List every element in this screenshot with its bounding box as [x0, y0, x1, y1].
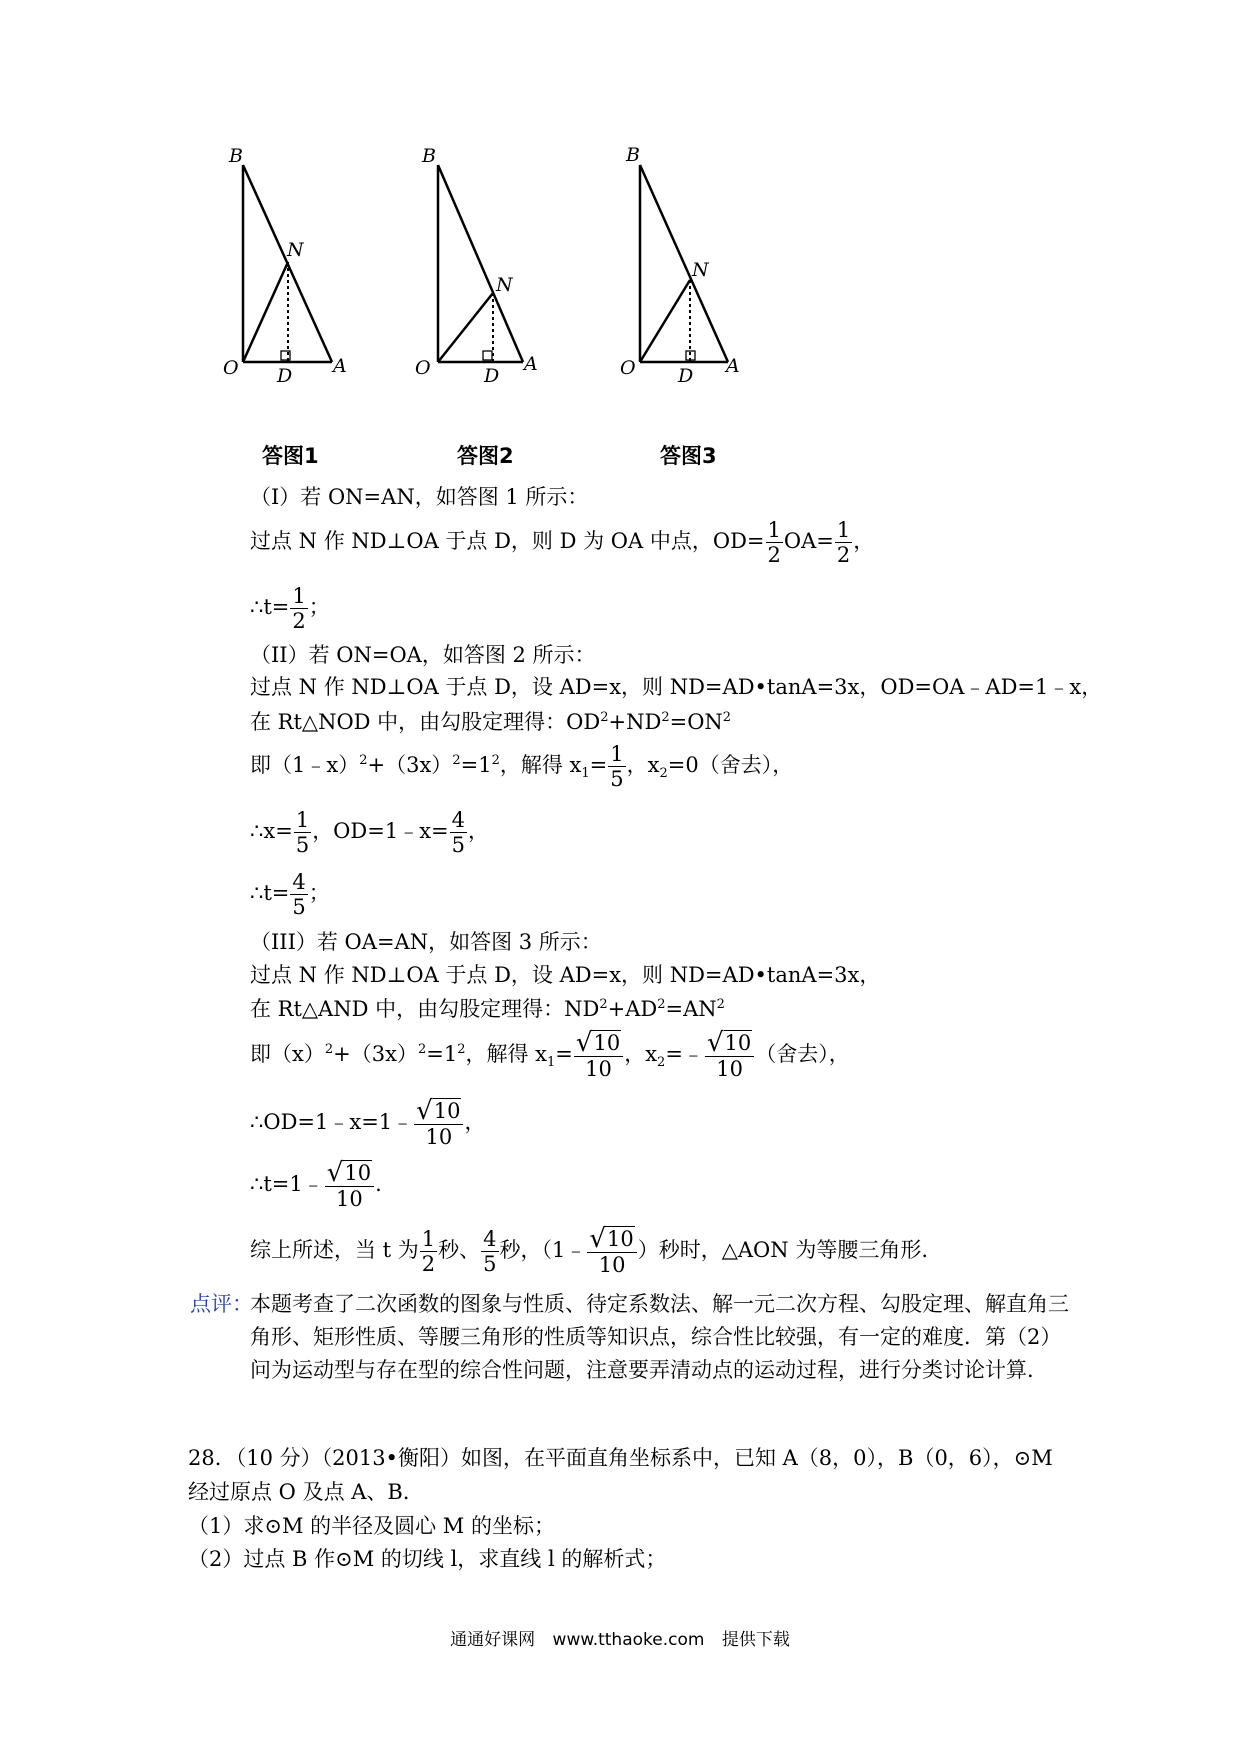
- case2-line1: 过点 N 作 ND⊥OA 于点 D，设 AD=x，则 ND=AD•tanA=3x，OD=OA﹣AD=1﹣x，: [250, 675, 1103, 699]
- review-comment: [190, 1288, 1069, 1382]
- label-A: A: [524, 353, 538, 375]
- fraction-one-fifth: $\frac{1}{5}$: [610, 742, 624, 791]
- case2-result: ∴t= $\frac{4}{5}$ ；: [250, 870, 330, 919]
- footer-note: 提供下载: [721, 1630, 790, 1650]
- label-N: N: [496, 274, 513, 296]
- footer-url[interactable]: www.tthaoke.com: [552, 1630, 705, 1650]
- case3-line4: ∴OD=1﹣x=1﹣ √ 10 10 ，: [250, 1096, 486, 1149]
- problem-28-question1: （1）求⊙M 的半径及圆心 M 的坐标；: [188, 1514, 555, 1538]
- label-A: A: [726, 355, 740, 377]
- fraction-one-fifth: $\frac{1}{5}$: [295, 808, 310, 857]
- answer-figure-2: [410, 140, 610, 470]
- fraction-root10-over-10: √ 10 10: [574, 1030, 623, 1081]
- fraction-half: $\frac{1}{2}$: [767, 518, 781, 567]
- label-D: D: [484, 365, 500, 387]
- fraction-four-fifths: $\frac{4}{5}$: [483, 1227, 497, 1276]
- label-O: O: [223, 357, 239, 379]
- summary-line: 综上所述，当 t 为 $\frac{1}{2}$ 秒、 $\frac{4}{5}$ 秒，（1﹣ √ 10 10 ）秒时，△AON 为等腰三角形.: [250, 1224, 928, 1277]
- case2-line4: ∴x= $\frac{1}{5}$ ，OD=1﹣x= $\frac{4}{5}$ ，: [250, 808, 490, 857]
- answer-figure-1: [215, 140, 415, 470]
- case3-line2: 在 Rt△AND 中，由勾股定理得：$ND^2+AD^2=AN^2$: [250, 997, 725, 1021]
- comment-text: 本题考查了二次函数的图象与性质、待定系数法、解一元二次方程、勾股定理、解直角三角形、矩形性质、等腰三角形的性质等知识点，综合性比较强，有一定的难度．第（2）问为运动型与存在型的综合性问题，注意要弄清动点的运动过程，进行分类讨论计算.: [250, 1292, 1069, 1382]
- label-B: B: [626, 144, 640, 166]
- fraction-root10-over-10: √ 10 10: [414, 1098, 463, 1149]
- label-B: B: [422, 145, 436, 167]
- footer-site: 通通好课网: [450, 1630, 536, 1650]
- case3-result: ∴t=1﹣ √ 10 10 .: [250, 1158, 382, 1211]
- label-O: O: [415, 357, 431, 379]
- case1-line1: 过点 N 作 ND⊥OA 于点 D，则 D 为 OA 中点，OD= $\frac{1}{2}$ OA= $\frac{1}{2}$ ，: [250, 518, 875, 567]
- fraction-half: $\frac{1}{2}$: [292, 584, 306, 633]
- case2-heading: （II）若 ON=OA，如答图 2 所示：: [250, 643, 596, 667]
- label-D: D: [678, 365, 694, 387]
- case2-line3: 即$(1﹣x)^2+(3x)^2=1^2$，解得 $x_1=$ $\frac{1}{5}$ ，$x_2=0$（舍去），: [250, 742, 794, 791]
- problem-28-question2: （2）过点 B 作⊙M 的切线 l，求直线 l 的解析式；: [188, 1547, 667, 1571]
- fraction-half: $\frac{1}{2}$: [836, 518, 851, 567]
- problem-28-line2: 经过原点 O 及点 A、B．: [188, 1480, 424, 1504]
- label-N: N: [287, 239, 304, 261]
- fraction-root10-over-10: √ 10 10: [325, 1160, 374, 1211]
- figure-caption-3: 答图3: [660, 444, 717, 468]
- case1-result: ∴t= $\frac{1}{2}$ ；: [250, 584, 330, 633]
- answer-figure-3: [612, 140, 812, 470]
- problem-28-line1: 28．（10 分）（2013•衡阳）如图，在平面直角坐标系中，已知 A（8，0），B（0，6），⊙M: [188, 1446, 1053, 1470]
- case1-heading: （I）若 ON=AN，如答图 1 所示：: [250, 485, 589, 509]
- label-A: A: [333, 355, 347, 377]
- case3-heading: （III）若 OA=AN，如答图 3 所示：: [250, 930, 602, 954]
- comment-label: 点评：: [190, 1292, 253, 1316]
- fraction-four-fifths: $\frac{4}{5}$: [292, 870, 306, 919]
- case3-line1: 过点 N 作 ND⊥OA 于点 D，设 AD=x，则 ND=AD•tanA=3x，: [250, 963, 881, 987]
- fraction-root10-over-10: √ 10 10: [705, 1030, 754, 1081]
- page-footer: [0, 1625, 1240, 1650]
- fraction-half: $\frac{1}{2}$: [421, 1227, 436, 1276]
- case2-line2: 在 Rt△NOD 中，由勾股定理得：$OD^2+ND^2=ON^2$: [250, 710, 732, 734]
- figure-caption-2: 答图2: [457, 444, 514, 468]
- label-N: N: [692, 259, 709, 281]
- label-D: D: [277, 365, 293, 387]
- label-B: B: [229, 145, 243, 167]
- fraction-four-fifths: $\frac{4}{5}$: [451, 808, 466, 857]
- case3-line3: 即$(x)^2+(3x)^2=1^2$，解得 $x_1=$ √ 10 10 ，$x_2=﹣$ √ 10 10 （舍去），: [250, 1028, 850, 1081]
- label-O: O: [620, 357, 636, 379]
- figure-caption-1: 答图1: [262, 444, 319, 468]
- fraction-root10-over-10: √ 10 10: [587, 1226, 636, 1277]
